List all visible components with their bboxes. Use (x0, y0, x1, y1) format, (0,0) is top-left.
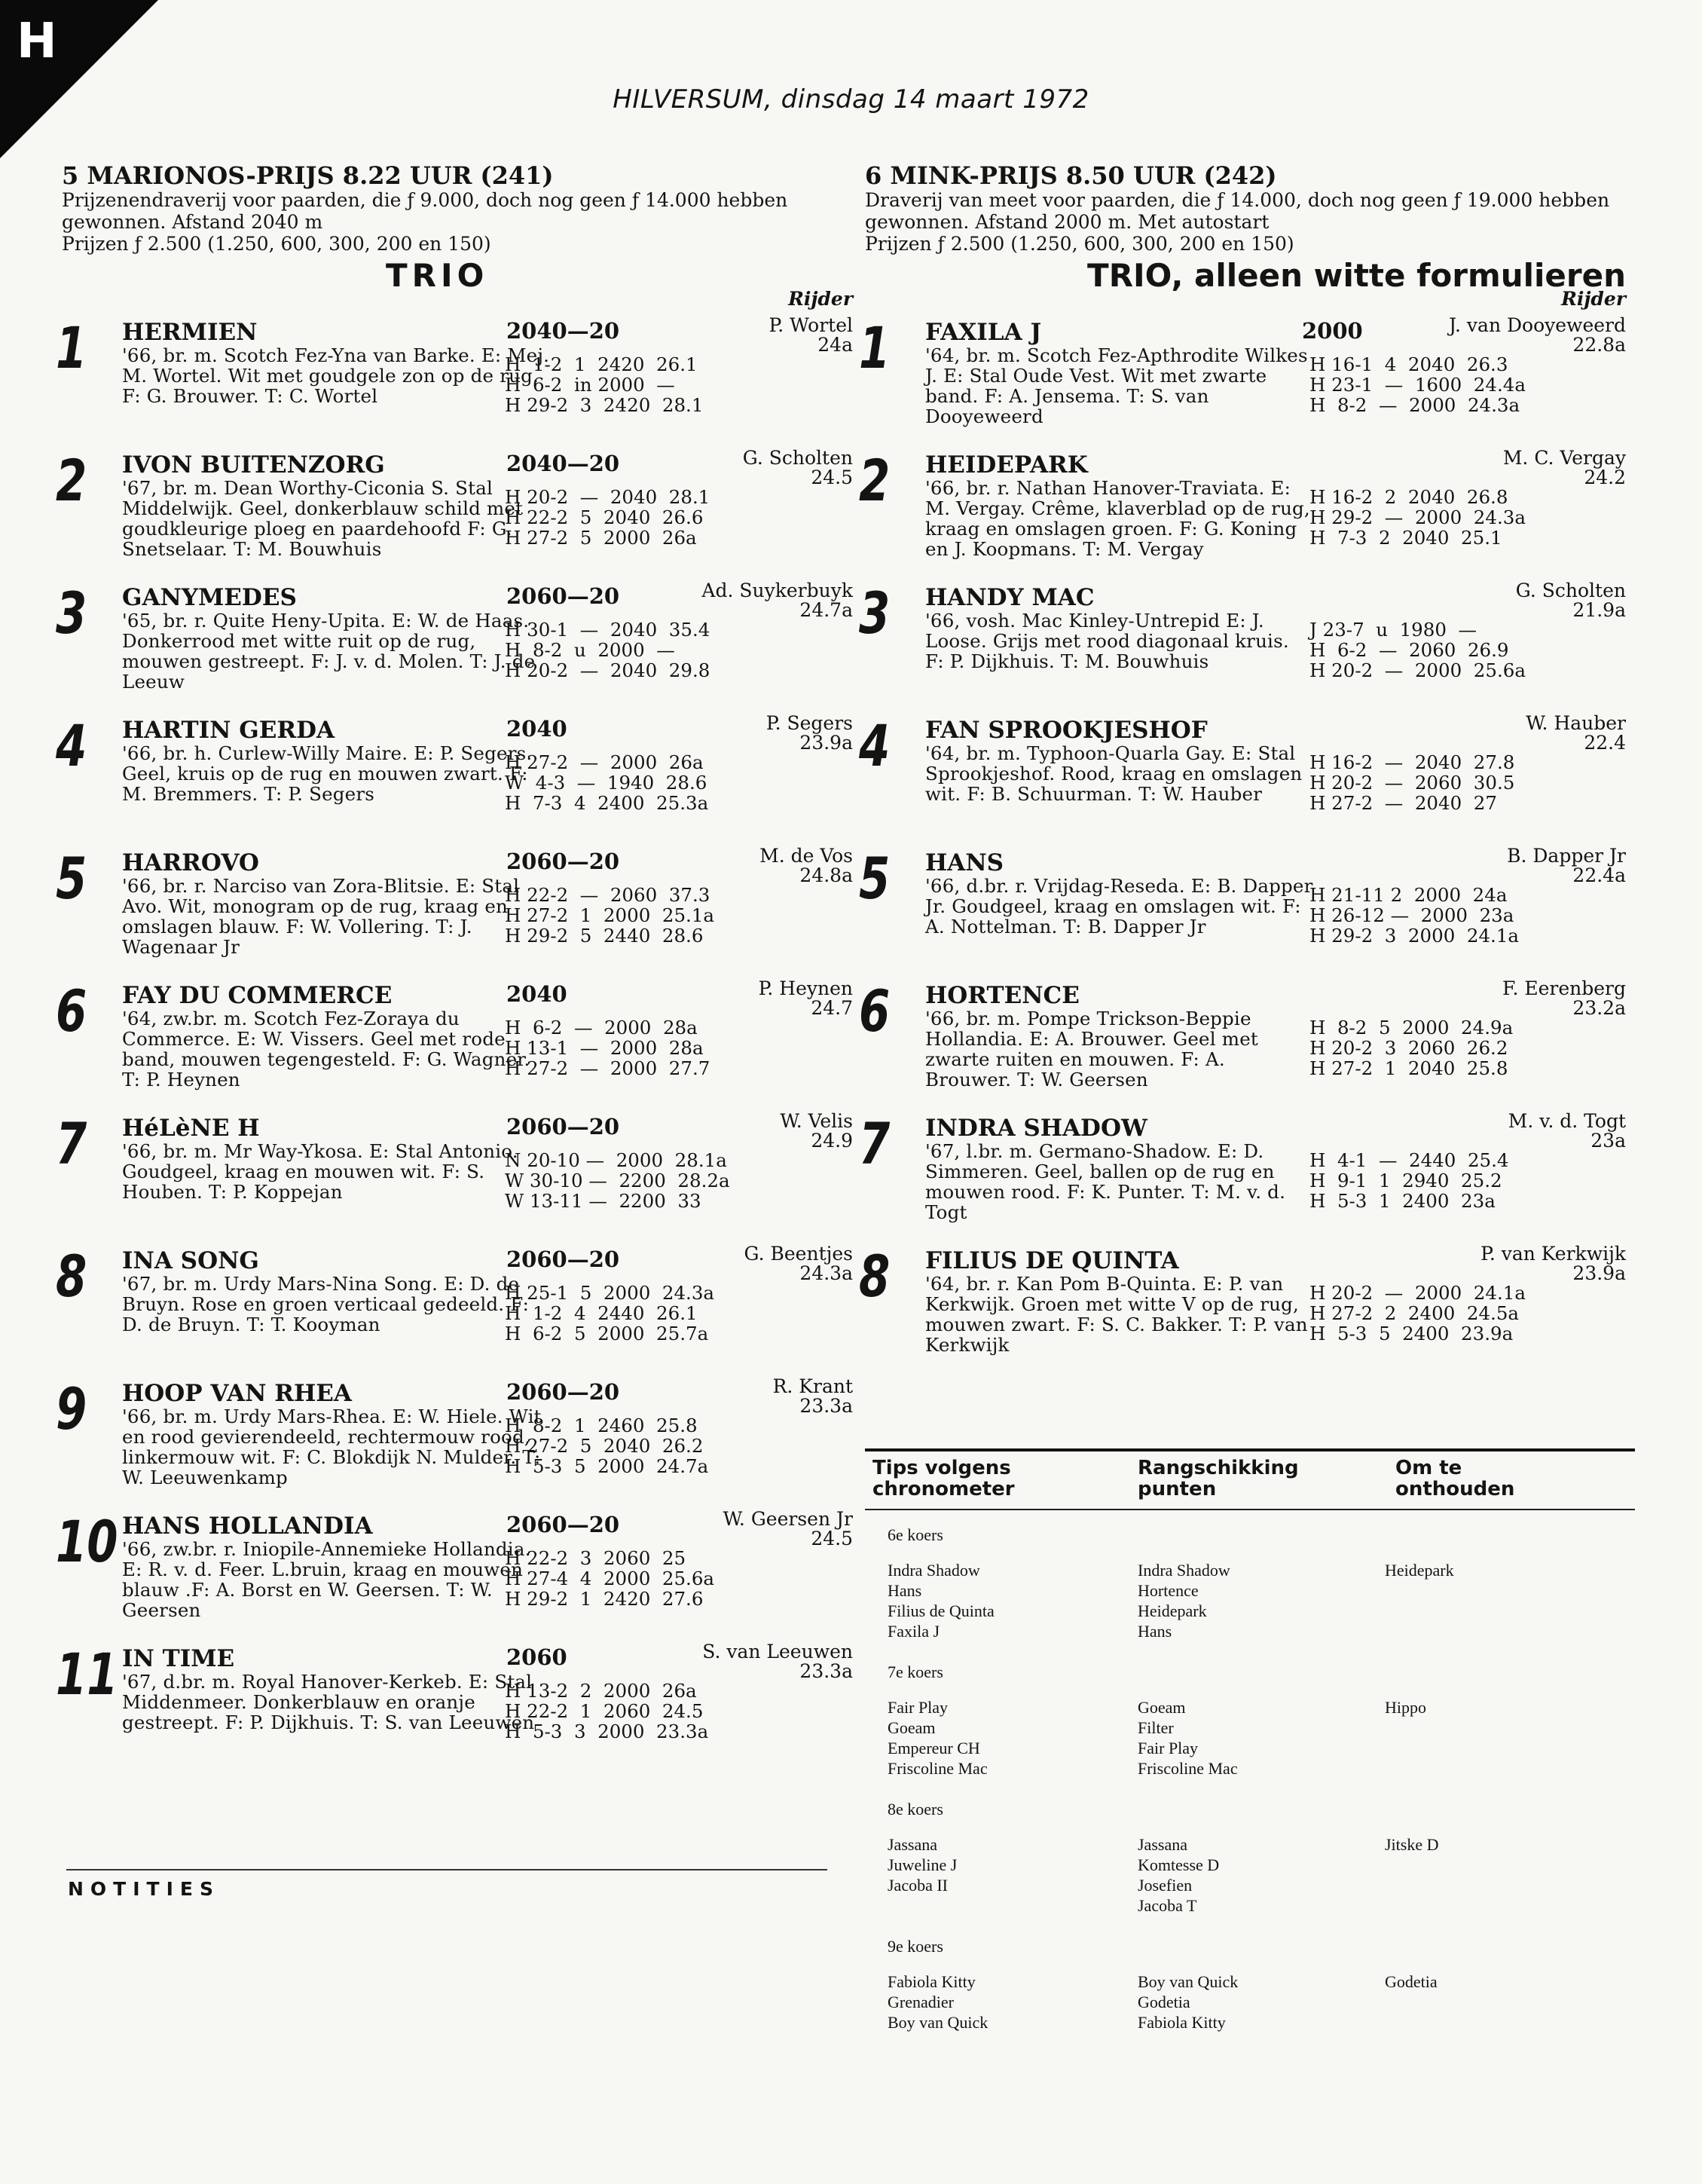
horse-record: 24.8a (799, 864, 853, 886)
tip-horse: Jitske D (1385, 1835, 1439, 1854)
horse-description: '67, l.br. m. Germano-Shadow. E: D. Simmeren. Geel, ballen op de rug en mouwen rood. F: K. Punter. T: M. v. d. Togt (925, 1140, 1286, 1223)
tip-horse: Friscoline Mac (888, 1759, 988, 1778)
horse-record: 23.3a (799, 1660, 853, 1682)
horse-entry (56, 312, 853, 445)
horse-driver: W. Geersen Jr (723, 1508, 853, 1530)
horse-driver: M. C. Vergay (1502, 447, 1626, 469)
performance-row: W 30-10 — 2200 28.2a (505, 1170, 730, 1191)
horse-record: 23.9a (1572, 1262, 1626, 1284)
section-letter: H (17, 14, 57, 69)
horse-list (56, 312, 853, 1771)
tip-horse: Juweline J (888, 1855, 958, 1874)
horse-performances (505, 1017, 710, 1078)
race-5-column (56, 161, 853, 1771)
notities-heading: NOTITIES (68, 1878, 220, 1900)
horse-name: FAXILA J (925, 319, 1042, 346)
race-prizes: Prijzen ƒ 2.500 (1.250, 600, 300, 200 en 150) (865, 233, 1294, 255)
tips-divider (865, 1448, 1635, 1451)
tip-horse: Filter (1138, 1718, 1174, 1737)
performance-row: H 13-1 — 2000 28a (505, 1037, 704, 1059)
performance-row: H 1-2 1 2420 26.1 (505, 353, 698, 375)
horse-record: 24.5 (811, 466, 853, 488)
horse-entry (859, 312, 1626, 445)
horse-name: HANS HOLLANDIA (122, 1513, 373, 1540)
horse-driver: J. van Dooyeweerd (1448, 314, 1626, 336)
horse-number: 10 (56, 1508, 118, 1575)
horse-record: 22.4 (1584, 732, 1626, 754)
horse-entry (56, 577, 853, 710)
horse-description: '65, br. r. Quite Heny-Upita. E: W. de Haas. Donkerrood met witte ruit op de rug, mouwen gestreept. F: J. v. d. Molen. T: J. de Leeuw (122, 610, 536, 693)
horse-entry (859, 1108, 1626, 1240)
horse-number: 1 (859, 314, 891, 381)
performance-row: H 22-2 1 2060 24.5 (505, 1700, 704, 1722)
horse-number: 9 (56, 1375, 87, 1442)
horse-performances (505, 354, 703, 415)
tip-horse: Godetia (1385, 1972, 1438, 1991)
performance-row: H 20-2 — 2000 24.1a (1309, 1282, 1526, 1304)
horse-performances (505, 1150, 730, 1211)
horse-record: 24a (817, 334, 853, 356)
performance-row: H 29-2 5 2440 28.6 (505, 925, 704, 947)
horse-name: IN TIME (122, 1645, 235, 1672)
horse-description: '66, d.br. r. Vrijdag-Reseda. E: B. Dapper Jr. Goudgeel, kraag en omslagen wit. F: A. Nottelman. T: B. Dapper Jr (925, 875, 1313, 938)
performance-row: H 5-3 3 2000 23.3a (505, 1721, 709, 1742)
horse-driver: W. Hauber (1526, 712, 1626, 734)
horse-performances (505, 885, 714, 946)
horse-name: HARTIN GERDA (122, 717, 335, 744)
horse-description: '66, br. m. Mr Way-Ykosa. E: Stal Antonio. Goudgeel, kraag en mouwen wit. F: S. Houben. T: P. Koppejan (122, 1140, 518, 1203)
horse-number: 2 (56, 447, 87, 514)
horse-entry (859, 577, 1626, 710)
performance-row: H 5-3 5 2400 23.9a (1309, 1323, 1514, 1344)
tip-horse: Boy van Quick (1138, 1972, 1239, 1991)
rijder-label: Rijder (1561, 288, 1626, 310)
horse-name: INDRA SHADOW (925, 1115, 1147, 1142)
horse-number: 1 (56, 314, 87, 381)
horse-record: 24.5 (811, 1528, 853, 1549)
horse-description: '64, zw.br. m. Scotch Fez-Zoraya du Commerce. E: W. Vissers. Geel met rode band, mouwen tegengesteld. F: G. Wagner. T: P. Heynen (122, 1008, 530, 1090)
horse-description: '66, vosh. Mac Kinley-Untrepid E: J. Loose. Grijs met rood diagonaal kruis. F: P. Dijkhuis. T: M. Bouwhuis (925, 610, 1289, 672)
horse-description: '67, br. m. Dean Worthy-Ciconia S. Stal Middelwijk. Geel, donkerblauw schild met goudkleurige ploeg en paardehoofd F: G. Snetselaar. T: M. Bouwhuis (122, 477, 524, 560)
horse-distance: 2060—20 (506, 1512, 620, 1537)
tips-columns (865, 1834, 1635, 1922)
performance-row: W 4-3 — 1940 28.6 (505, 772, 707, 794)
horse-record: 24.3a (799, 1262, 853, 1284)
horse-description: '66, br. m. Scotch Fez-Yna van Barke. E: Mej. M. Wortel. Wit met goudgele zon op de rug. F: G. Brouwer. T: C. Wortel (122, 344, 550, 407)
horse-number: 4 (56, 712, 87, 779)
performance-row: H 16-2 2 2040 26.8 (1309, 486, 1508, 508)
horse-description: '66, br. h. Curlew-Willy Maire. E: P. Segers. Geel, kruis op de rug en mouwen zwart. F: M. Bremmers. T: P. Segers (122, 742, 533, 805)
horse-entry (859, 975, 1626, 1108)
horse-name: HARROVO (122, 849, 259, 876)
horse-name: HERMIEN (122, 319, 258, 346)
horse-performances (1309, 1283, 1526, 1344)
horse-number: 6 (859, 977, 891, 1045)
horse-entry (56, 975, 853, 1108)
horse-description: '64, br. m. Scotch Fez-Apthrodite Wilkes J. E: Stal Oude Vest. Wit met zwarte band. F: A. Jensema. T: S. van Dooyeweerd (925, 344, 1308, 427)
tip-horse: Friscoline Mac (1138, 1759, 1238, 1778)
horse-performances (505, 619, 710, 681)
horse-name: GANYMEDES (122, 584, 297, 611)
koers-title: 8e koers (888, 1800, 943, 1818)
horse-number: 2 (859, 447, 891, 514)
trio-label: TRIO, alleen witte formulieren (1087, 257, 1626, 294)
horse-number: 3 (859, 580, 891, 647)
performance-row: H 26-12 — 2000 23a (1309, 904, 1514, 926)
performance-row: H 30-1 — 2040 35.4 (505, 619, 710, 641)
performance-row: H 29-2 — 2000 24.3a (1309, 506, 1526, 528)
horse-driver: P. Wortel (768, 314, 853, 336)
notities-divider (66, 1869, 827, 1870)
horse-distance: 2060—20 (506, 583, 620, 609)
tips-col3 (1385, 1971, 1438, 1992)
tip-horse: Goeam (1138, 1698, 1186, 1717)
horse-entry (56, 1506, 853, 1638)
horse-performances (1309, 752, 1514, 813)
tip-horse: Jacoba T (1138, 1896, 1197, 1915)
horse-performances (505, 1681, 708, 1742)
performance-row: H 6-2 — 2000 28a (505, 1017, 698, 1038)
tip-horse: Hans (888, 1581, 922, 1600)
performance-row: H 22-2 3 2060 25 (505, 1547, 686, 1569)
horse-description: '66, br. r. Nathan Hanover-Traviata. E: M. Vergay. Crême, klaverblad op de rug, kraag en omslagen groen. F: G. Koning en J. Koopmans. T: M. Vergay (925, 477, 1310, 560)
koers-title: 6e koers (888, 1525, 943, 1544)
tips-col2 (1138, 1834, 1219, 1916)
horse-name: HOOP VAN RHEA (122, 1380, 352, 1407)
tips-panel (865, 1448, 1635, 2059)
horse-performances (505, 1548, 714, 1609)
tip-horse: Boy van Quick (888, 2013, 989, 2032)
performance-row: H 6-2 in 2000 — (505, 374, 675, 396)
horse-driver: M. v. d. Togt (1508, 1110, 1626, 1132)
horse-performances (1309, 354, 1526, 415)
performance-row: W 13-11 — 2200 33 (505, 1190, 701, 1212)
horse-performances (1309, 1017, 1513, 1078)
horse-driver: G. Scholten (1515, 580, 1626, 601)
tips-header-onthouden: Om te onthouden (1395, 1457, 1515, 1500)
horse-record: 21.9a (1572, 599, 1626, 621)
tip-horse: Indra Shadow (888, 1561, 980, 1580)
horse-entry (56, 1373, 853, 1506)
horse-description: '66, br. m. Pompe Trickson-Beppie Hollandia. E: A. Brouwer. Geel met zwarte ruiten en mouwen. F: A. Brouwer. T: W. Geersen (925, 1008, 1258, 1090)
horse-description: '66, zw.br. r. Iniopile-Annemieke Hollandia. E: R. v. d. Feer. L.bruin, kraag en mouwen blauw .F: A. Borst en W. Geersen. T: W. Geersen (122, 1538, 531, 1621)
tip-horse: Jassana (888, 1835, 937, 1854)
performance-row: H 22-2 — 2060 37.3 (505, 884, 710, 906)
performance-row: H 27-2 1 2040 25.8 (1309, 1057, 1508, 1079)
horse-description: '66, br. r. Narciso van Zora-Blitsie. E: Stal Avo. Wit, monogram op de rug, kraag en omslagen blauw. F: W. Vollering. T: J. Wagenaar Jr (122, 875, 520, 958)
tips-columns (865, 1560, 1635, 1647)
tip-horse: Heidepark (1385, 1561, 1454, 1580)
tips-col1 (888, 1697, 988, 1779)
horse-record: 24.9 (811, 1130, 853, 1152)
horse-driver: F. Eerenberg (1502, 977, 1626, 999)
performance-row: H 20-2 — 2040 28.1 (505, 486, 710, 508)
performance-row: H 29-2 3 2420 28.1 (505, 394, 704, 416)
performance-row: H 6-2 5 2000 25.7a (505, 1323, 709, 1344)
horse-number: 3 (56, 580, 87, 647)
tips-col3 (1385, 1834, 1439, 1855)
horse-performances (505, 752, 708, 813)
tips-header-punten: Rangschikking punten (1138, 1457, 1299, 1500)
horse-driver: P. Segers (765, 712, 853, 734)
race-conditions: Prijzenendraverij voor paarden, die ƒ 9.000, doch nog geen ƒ 14.000 hebben gewonnen. Afstand 2040 m (62, 189, 788, 233)
horse-driver: Ad. Suykerbuyk (701, 580, 853, 601)
horse-driver: G. Beentjes (744, 1243, 853, 1265)
tip-horse: Faxila J (888, 1622, 940, 1641)
horse-performances (505, 1415, 708, 1476)
horse-distance: 2000 (1302, 318, 1363, 344)
performance-row: H 27-2 — 2000 27.7 (505, 1057, 710, 1079)
performance-row: H 20-2 3 2060 26.2 (1309, 1037, 1508, 1059)
horse-number: 6 (56, 977, 87, 1045)
horse-number: 7 (56, 1110, 87, 1177)
horse-entry (56, 843, 853, 975)
performance-row: H 7-3 4 2400 25.3a (505, 792, 709, 814)
horse-description: '66, br. m. Urdy Mars-Rhea. E: W. Hiele. Wit en rood gevierendeeld, rechtermouw rood, linkermouw wit. F: C. Blokdijk N. Mulder. T: W. Leeuwenkamp (122, 1406, 542, 1488)
performance-row: H 16-1 4 2040 26.3 (1309, 353, 1508, 375)
horse-performances (1309, 487, 1526, 548)
koers-title: 9e koers (888, 1937, 943, 1956)
horse-description: '67, d.br. m. Royal Hanover-Kerkeb. E: Stal Middenmeer. Donkerblauw en oranje gestreept. F: P. Dijkhuis. T: S. van Leeuwen (122, 1671, 535, 1733)
race-header: 6 MINK-PRIJS 8.50 UUR (242) (865, 161, 1277, 190)
tips-race-block (865, 1524, 1635, 1647)
horse-distance: 2060—20 (506, 1379, 620, 1405)
horse-distance: 2060—20 (506, 1114, 620, 1139)
performance-row: H 25-1 5 2000 24.3a (505, 1282, 715, 1304)
horse-name: HANS (925, 849, 1004, 876)
performance-row: H 21-11 2 2000 24a (1309, 884, 1508, 906)
horse-record: 22.4a (1572, 864, 1626, 886)
performance-row: H 16-2 — 2040 27.8 (1309, 751, 1515, 773)
horse-entry (56, 1108, 853, 1240)
horse-performances (1309, 885, 1519, 946)
horse-entry (859, 445, 1626, 577)
performance-row: H 5-3 5 2000 24.7a (505, 1455, 709, 1477)
horse-number: 7 (859, 1110, 891, 1177)
tips-blocks (865, 1524, 1635, 2059)
horse-number: 4 (859, 712, 891, 779)
horse-number: 8 (56, 1243, 87, 1310)
performance-row: H 4-1 — 2440 25.4 (1309, 1149, 1509, 1171)
tip-horse: Josefien (1138, 1876, 1193, 1895)
tip-horse: Hippo (1385, 1698, 1426, 1717)
performance-row: H 23-1 — 1600 24.4a (1309, 374, 1526, 396)
horse-record: 24.7 (811, 997, 853, 1019)
tips-header-divider (865, 1509, 1635, 1510)
horse-name: FILIUS DE QUINTA (925, 1247, 1179, 1274)
horse-entry (56, 1240, 853, 1373)
performance-row: H 8-2 5 2000 24.9a (1309, 1017, 1514, 1038)
performance-row: H 20-2 — 2060 30.5 (1309, 772, 1515, 794)
tip-horse: Godetia (1138, 1993, 1190, 2011)
tips-col1 (888, 1834, 957, 1895)
horse-record: 23a (1590, 1130, 1626, 1152)
horse-name: IVON BUITENZORG (122, 451, 385, 479)
horse-record: 23.2a (1572, 997, 1626, 1019)
horse-driver: P. van Kerkwijk (1480, 1243, 1626, 1265)
horse-performances (505, 487, 710, 548)
horse-driver: P. Heynen (758, 977, 853, 999)
horse-record: 22.8a (1572, 334, 1626, 356)
performance-row: H 20-2 — 2040 29.8 (505, 659, 710, 681)
horse-distance: 2060—20 (506, 1246, 620, 1272)
horse-distance: 2040 (506, 981, 567, 1007)
tips-race-block (865, 1661, 1635, 1785)
horse-description: '64, br. m. Typhoon-Quarla Gay. E: Stal Sprookjeshof. Rood, kraag en omslagen wit. F: B. Schuurman. T: W. Hauber (925, 742, 1303, 805)
performance-row: H 27-2 — 2000 26a (505, 751, 704, 773)
performance-row: H 27-2 5 2000 26a (505, 527, 697, 549)
performance-row: H 27-2 5 2040 26.2 (505, 1435, 704, 1457)
tips-header-row (865, 1458, 1635, 1504)
tip-horse: Heidepark (1138, 1601, 1207, 1620)
performance-row: H 22-2 5 2040 26.6 (505, 506, 704, 528)
tips-race-block (865, 1935, 1635, 2059)
performance-row: N 20-10 — 2000 28.1a (505, 1149, 727, 1171)
tips-col1 (888, 1971, 988, 2033)
race-conditions: Draverij van meet voor paarden, die ƒ 14.000, doch nog geen ƒ 19.000 hebben gewonnen. Afstand 2000 m. Met autostart (865, 189, 1610, 233)
performance-row: H 8-2 1 2460 25.8 (505, 1415, 698, 1436)
tip-horse: Jassana (1138, 1835, 1187, 1854)
horse-driver: S. van Leeuwen (702, 1641, 853, 1662)
race-6-column (859, 161, 1626, 1373)
performance-row: H 27-2 — 2040 27 (1309, 792, 1497, 814)
performance-row: H 27-2 2 2400 24.5a (1309, 1302, 1520, 1324)
horse-entry (56, 710, 853, 843)
horse-distance: 2060 (506, 1644, 567, 1670)
page-title: HILVERSUM, dinsdag 14 maart 1972 (613, 84, 1089, 115)
performance-row: H 29-2 3 2000 24.1a (1309, 925, 1520, 947)
performance-row: H 29-2 1 2420 27.6 (505, 1588, 704, 1610)
performance-row: H 8-2 u 2000 — (505, 639, 675, 661)
horse-distance: 2060—20 (506, 849, 620, 874)
performance-row: H 1-2 4 2440 26.1 (505, 1302, 698, 1324)
horse-name: FAY DU COMMERCE (122, 982, 393, 1009)
horse-description: '64, br. r. Kan Pom B-Quinta. E: P. van Kerkwijk. Groen met witte V op de rug, mouwen zwart. F: S. C. Bakker. T: P. van Kerkwijk (925, 1273, 1308, 1356)
tips-col2 (1138, 1560, 1230, 1641)
tips-col3 (1385, 1697, 1426, 1718)
performance-row: H 8-2 — 2000 24.3a (1309, 394, 1520, 416)
performance-row: H 7-3 2 2040 25.1 (1309, 527, 1502, 549)
horse-driver: R. Krant (772, 1375, 853, 1397)
tip-horse: Goeam (888, 1718, 936, 1737)
performance-row: H 27-2 1 2000 25.1a (505, 904, 715, 926)
rijder-label: Rijder (788, 288, 853, 310)
tip-horse: Komtesse D (1138, 1855, 1220, 1874)
horse-name: HéLèNE H (122, 1115, 260, 1142)
horse-driver: B. Dapper Jr (1507, 845, 1626, 867)
horse-number: 5 (56, 845, 87, 912)
trio-label: TRIO (386, 257, 489, 294)
horse-record: 24.2 (1584, 466, 1626, 488)
performance-row: H 20-2 — 2000 25.6a (1309, 659, 1526, 681)
horse-name: FAN SPROOKJESHOF (925, 717, 1208, 744)
horse-name: HORTENCE (925, 982, 1080, 1009)
horse-performances (1309, 619, 1526, 681)
tip-horse: Grenadier (888, 1993, 954, 2011)
horse-number: 11 (56, 1641, 118, 1708)
tips-col1 (888, 1560, 995, 1641)
tip-horse: Jacoba II (888, 1876, 949, 1895)
horse-name: HANDY MAC (925, 584, 1095, 611)
tips-columns (865, 1697, 1635, 1785)
tips-col3 (1385, 1560, 1454, 1580)
tip-horse: Hans (1138, 1622, 1172, 1641)
tip-horse: Hortence (1138, 1581, 1199, 1600)
horse-number: 8 (859, 1243, 891, 1310)
tip-horse: Indra Shadow (1138, 1561, 1230, 1580)
horse-name: INA SONG (122, 1247, 259, 1274)
performance-row: H 27-4 4 2000 25.6a (505, 1568, 715, 1589)
horse-name: HEIDEPARK (925, 451, 1088, 479)
horse-performances (505, 1283, 714, 1344)
horse-entry (859, 710, 1626, 843)
horse-record: 23.9a (799, 732, 853, 754)
performance-row: H 5-3 1 2400 23a (1309, 1190, 1496, 1212)
horse-number: 5 (859, 845, 891, 912)
tips-columns (865, 1971, 1635, 2059)
horse-distance: 2040 (506, 716, 567, 742)
tips-header-chronometer: Tips volgens chronometer (872, 1457, 1015, 1500)
horse-entry (859, 843, 1626, 975)
horse-driver: M. de Vos (759, 845, 853, 867)
horse-entry (56, 1638, 853, 1771)
horse-description: '67, br. m. Urdy Mars-Nina Song. E: D. de Bruyn. Rose en groen verticaal gedeeld. F: D. de Bruyn. T: T. Kooyman (122, 1273, 530, 1335)
tip-horse: Filius de Quinta (888, 1601, 995, 1620)
tip-horse: Fabiola Kitty (1138, 2013, 1226, 2032)
tips-race-block (865, 1798, 1635, 1922)
performance-row: J 23-7 u 1980 — (1309, 619, 1477, 641)
race-header: 5 MARIONOS-PRIJS 8.22 UUR (241) (62, 161, 554, 190)
performance-row: H 6-2 — 2060 26.9 (1309, 639, 1509, 661)
horse-distance: 2040—20 (506, 451, 620, 476)
horse-distance: 2040—20 (506, 318, 620, 344)
tip-horse: Fabiola Kitty (888, 1972, 976, 1991)
horse-record: 24.7a (799, 599, 853, 621)
horse-entry (859, 1240, 1626, 1373)
horse-list (859, 312, 1626, 1373)
horse-entry (56, 445, 853, 577)
tips-col2 (1138, 1971, 1238, 2033)
horse-record: 23.3a (799, 1395, 853, 1417)
performance-row: H 9-1 1 2940 25.2 (1309, 1170, 1502, 1191)
performance-row: H 13-2 2 2000 26a (505, 1680, 697, 1702)
tip-horse: Fair Play (888, 1698, 949, 1717)
horse-driver: G. Scholten (742, 447, 853, 469)
race-prizes: Prijzen ƒ 2.500 (1.250, 600, 300, 200 en 150) (62, 233, 491, 255)
horse-driver: W. Velis (780, 1110, 853, 1132)
tip-horse: Fair Play (1138, 1739, 1199, 1757)
koers-title: 7e koers (888, 1662, 943, 1681)
horse-performances (1309, 1150, 1509, 1211)
tip-horse: Empereur CH (888, 1739, 980, 1757)
tips-col2 (1138, 1697, 1238, 1779)
